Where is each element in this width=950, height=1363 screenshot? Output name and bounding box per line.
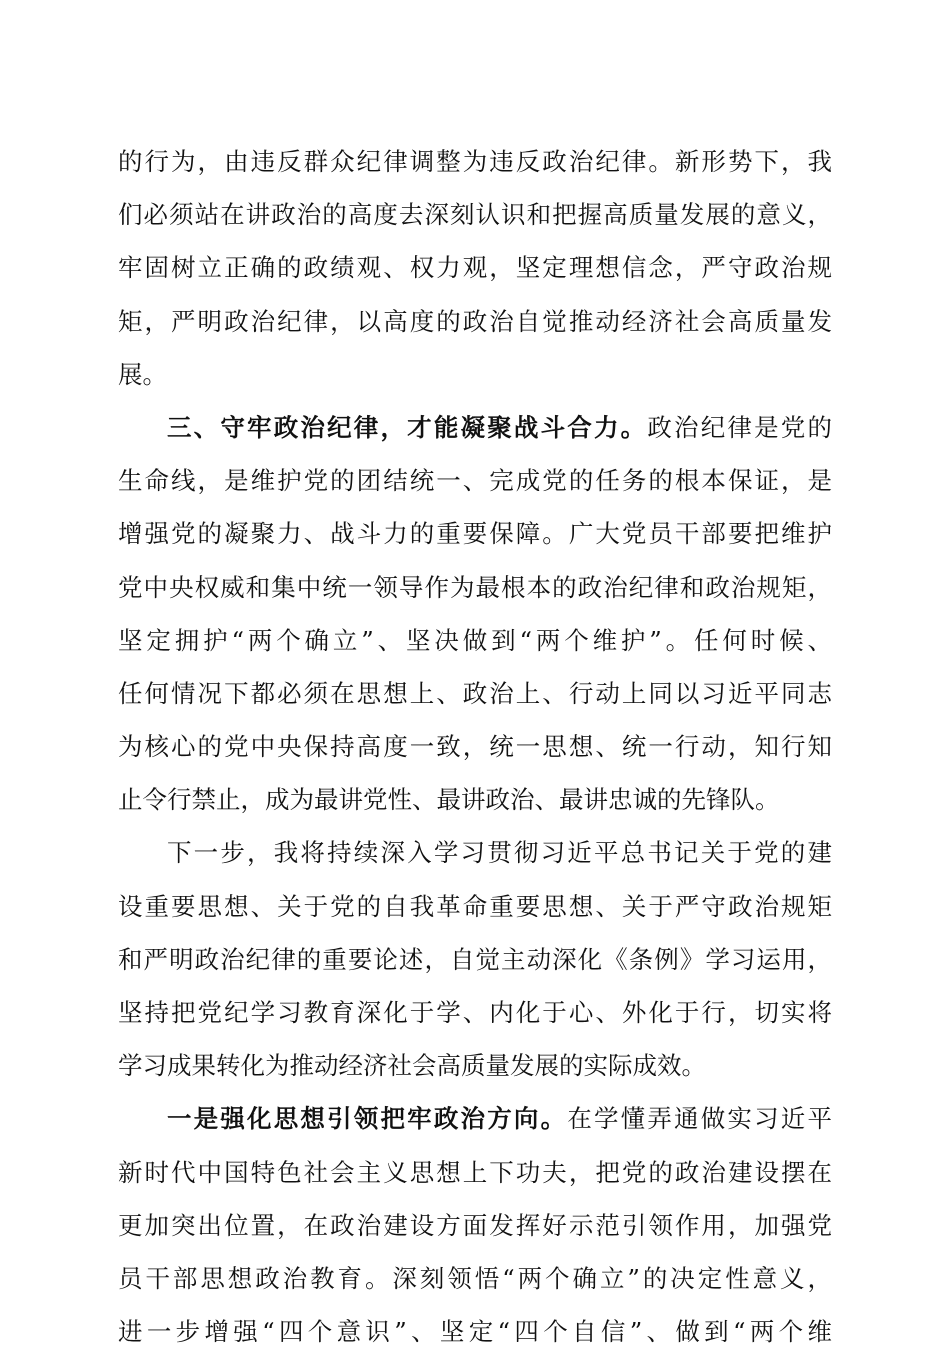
text-line: 设重要思想、关于党的自我革命重要思想、关于严守政治规矩 <box>118 891 832 921</box>
text-line: 和严明政治纪律的重要论述，自觉主动深化《条例》学习运用， <box>118 944 832 974</box>
paragraph-4 <box>118 1097 832 1363</box>
text-line: 党中央权威和集中统一领导作为最根本的政治纪律和政治规矩， <box>118 572 832 602</box>
paragraph-1 <box>118 140 832 406</box>
text-line: 进一步增强“四个意识”、坚定“四个自信”、做到“两个维 <box>118 1317 832 1347</box>
text-run: 在学懂弄通做实习近平 <box>567 1104 832 1134</box>
text-line: 员干部思想政治教育。深刻领悟“两个确立”的决定性意义， <box>118 1263 832 1293</box>
text-line <box>118 1097 832 1150</box>
text-line: 生命线，是维护党的团结统一、完成党的任务的根本保证，是 <box>118 466 832 496</box>
text-line: 学习成果转化为推动经济社会高质量发展的实际成效。 <box>118 1051 706 1081</box>
text-run: 政治纪律是党的 <box>647 412 832 442</box>
text-line <box>118 406 832 459</box>
paragraph-2 <box>118 406 832 832</box>
text-line: 们必须站在讲政治的高度去深刻认识和把握高质量发展的意义， <box>118 200 832 230</box>
text-line: 的行为，由违反群众纪律调整为违反政治纪律。新形势下，我 <box>118 147 832 176</box>
text-line: 坚定拥护“两个确立”、坚决做到“两个维护”。任何时候、 <box>118 625 832 655</box>
text-line: 更加突出位置，在政治建设方面发挥好示范引领作用，加强党 <box>118 1210 832 1240</box>
section-heading: 一是强化思想引领把牢政治方向。 <box>167 1104 568 1134</box>
text-line: 为核心的党中央保持高度一致，统一思想、统一行动，知行知 <box>118 732 832 762</box>
text-line: 展。 <box>118 359 167 389</box>
section-heading: 三、守牢政治纪律，才能凝聚战斗合力。 <box>167 412 648 442</box>
paragraph-3 <box>118 831 832 1097</box>
text-line: 坚持把党纪学习教育深化于学、内化于心、外化于行，切实将 <box>118 998 832 1027</box>
text-line: 矩，严明政治纪律，以高度的政治自觉推动经济社会高质量发 <box>118 306 832 336</box>
text-line: 止令行禁止，成为最讲党性、最讲政治、最讲忠诚的先锋队。 <box>118 785 780 815</box>
text-line: 新时代中国特色社会主义思想上下功夫，把党的政治建设摆在 <box>118 1157 832 1187</box>
text-line: 任何情况下都必须在思想上、政治上、行动上同以习近平同志 <box>118 678 832 708</box>
document-page <box>118 140 832 1363</box>
text-line: 下一步，我将持续深入学习贯彻习近平总书记关于党的建 <box>167 838 832 868</box>
text-line: 牢固树立正确的政绩观、权力观，坚定理想信念，严守政治规 <box>118 253 832 283</box>
text-line: 增强党的凝聚力、战斗力的重要保障。广大党员干部要把维护 <box>118 519 832 549</box>
